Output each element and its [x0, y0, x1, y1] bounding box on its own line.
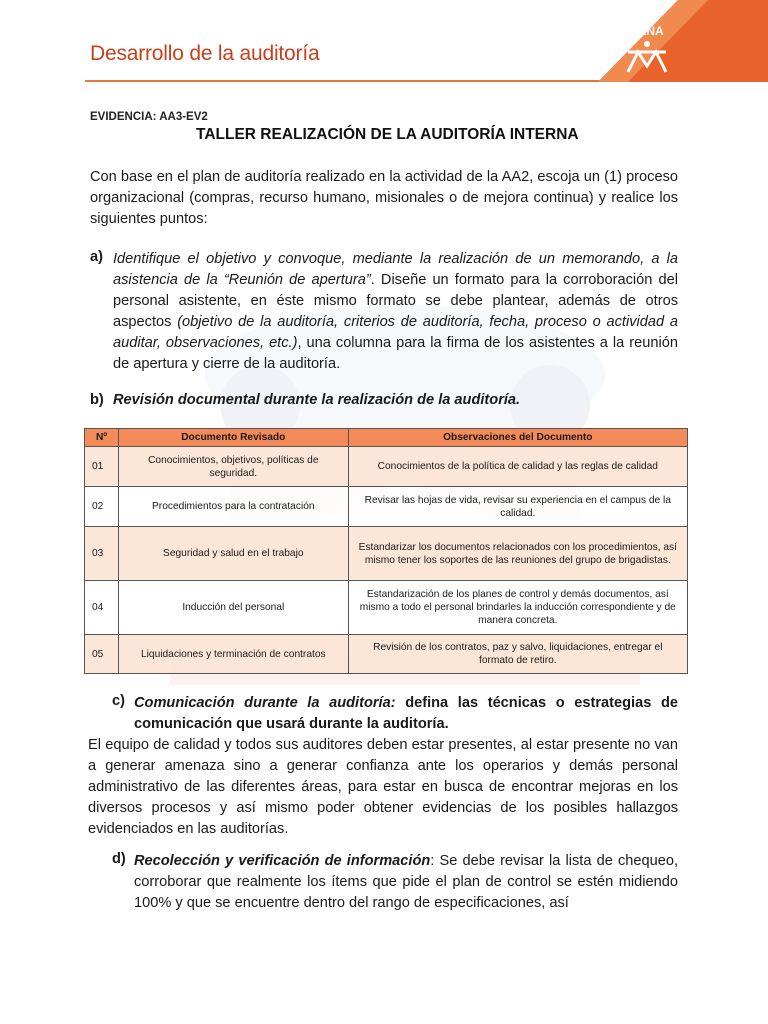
item-c-italic: Comunicación durante la auditoría: [134, 695, 396, 711]
header-cell-num: Nº [85, 429, 119, 447]
intro-paragraph: Con base en el plan de auditoría realizado en la actividad de la AA2, escoja un (1) proceso organizacional (compras, recurso humano, misionales o de mejora continua) y realice los siguientes puntos: [90, 169, 678, 227]
header-title: Desarrollo de la auditoría [90, 42, 320, 65]
item-c-heading [134, 693, 678, 735]
row-document: Conocimientos, objetivos, políticas de seguridad. [118, 447, 348, 487]
item-d-text [134, 851, 678, 914]
svg-text:SENA: SENA [630, 24, 664, 38]
header-cell-observations: Observaciones del Documento [348, 429, 687, 447]
item-c-rest: defina las técnicas o estrategias de comunicación que usará durante la auditoría. [134, 695, 678, 732]
row-observation: Conocimientos de la política de calidad y las reglas de calidad [348, 447, 687, 487]
row-observation: Estandarizar los documentos relacionados con los procedimientos, así mismo tener los soportes de las reuniones del grupo de brigadistas. [348, 527, 687, 581]
row-observation: Estandarización de los planes de control y demás documentos, así mismo a todo el personal brindarles la inducción correspondiente y de manera concreta. [348, 581, 687, 635]
row-num: 05 [85, 635, 119, 674]
table-row [85, 581, 688, 635]
item-a-plain2: , una columna para la firma de los asistentes a la reunión de apertura y cierre de la auditoría. [113, 335, 678, 372]
item-c-body: El equipo de calidad y todos sus auditores deben estar presentes, al estar presente no van a generar amenaza sino a generar confianza ante los operarios y demás personal administrativo de las diferentes áreas, para estar en busca de encontrar mejoras en los diversos procesos y así mismo poder obtener evidencias de los posibles hallazgos evidenciados en las auditorías. [88, 737, 678, 837]
table-row [85, 635, 688, 674]
row-document: Liquidaciones y terminación de contratos [118, 635, 348, 674]
item-c-label: c) [112, 693, 125, 709]
row-observation: Revisión de los contratos, paz y salvo, liquidaciones, entregar el formato de retiro. [348, 635, 687, 674]
row-num: 03 [85, 527, 119, 581]
sena-logo-icon [618, 22, 676, 78]
table-row [85, 447, 688, 487]
header-cell-document: Documento Revisado [118, 429, 348, 447]
row-document: Procedimientos para la contratación [118, 487, 348, 527]
item-a-italic2: (objetivo de la auditoría, criterios de auditoría, fecha, proceso o actividad a auditar, observaciones, etc.) [113, 314, 678, 351]
row-document: Inducción del personal [118, 581, 348, 635]
item-a-italic: Identifique el objetivo y convoque, mediante la realización de un memorando, a la asistencia de la “Reunión de apertura” [113, 251, 678, 288]
table-header-row [85, 429, 688, 447]
row-num: 04 [85, 581, 119, 635]
row-num: 02 [85, 487, 119, 527]
item-d-italic: Recolección y verificación de información [134, 853, 431, 869]
row-document: Seguridad y salud en el trabajo [118, 527, 348, 581]
item-b-label: b) [90, 392, 104, 408]
document-review-table [84, 428, 688, 674]
row-num: 01 [85, 447, 119, 487]
row-observation: Revisar las hojas de vida, revisar su experiencia en el campus de la calidad. [348, 487, 687, 527]
evidence-code: EVIDENCIA: AA3-EV2 [90, 111, 208, 123]
table-row [85, 487, 688, 527]
item-a-label: a) [90, 249, 103, 265]
item-d-label: d) [112, 851, 126, 867]
document-title: TALLER REALIZACIÓN DE LA AUDITORÍA INTERNA [196, 126, 579, 143]
item-b-text: Revisión documental durante la realización de la auditoría. [113, 392, 521, 408]
item-d-rest: : Se debe revisar la lista de chequeo, corroborar que realmente los ítems que pide el plan de control se estén midiendo 100% y que se encuentre dentro del rango de especificaciones, así [134, 853, 678, 911]
table-row [85, 527, 688, 581]
item-a-text [113, 249, 678, 375]
item-a-plain1: . Diseñe un formato para la corroboración del personal asistente, en éste mismo formato se debe plantear, además de otros aspectos [113, 272, 678, 330]
